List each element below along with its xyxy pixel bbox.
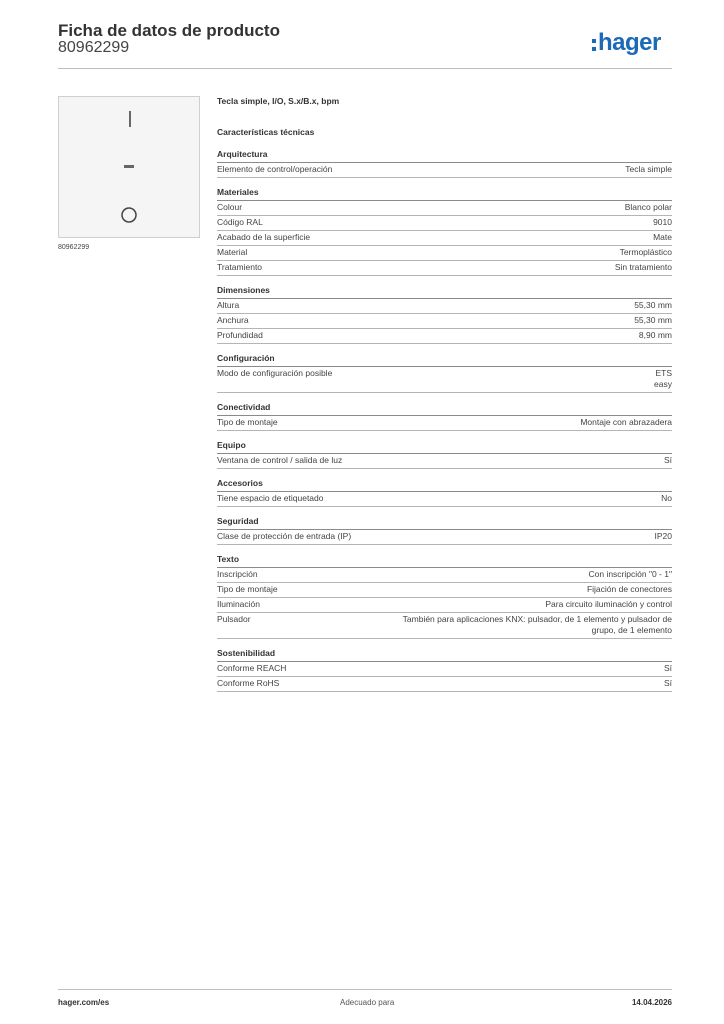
spec-group-title: Dimensiones [217, 285, 672, 299]
spec-group [217, 554, 672, 639]
logo-dots-icon [592, 39, 596, 51]
spec-label: Conforme REACH [217, 663, 287, 673]
spec-label: Modo de configuración posible [217, 368, 333, 378]
product-image [58, 96, 200, 238]
spec-label: Inscripción [217, 569, 258, 579]
spec-group [217, 402, 672, 431]
spec-row [217, 201, 672, 216]
spec-value: 55,30 mm [634, 300, 672, 310]
spec-group [217, 648, 672, 692]
spec-label: Tiene espacio de etiquetado [217, 493, 324, 503]
spec-group [217, 516, 672, 545]
spec-group [217, 187, 672, 276]
section-heading: Características técnicas [217, 127, 315, 137]
spec-label: Tipo de montaje [217, 584, 278, 594]
spec-value: También para aplicaciones KNX: pulsador, de 1 elemento y pulsador de grupo, de 1 elemento [402, 614, 672, 635]
product-number: 80962299 [58, 39, 130, 56]
spec-label: Acabado de la superficie [217, 232, 311, 242]
spec-value: ETS easy [654, 368, 672, 389]
spec-value: Para circuito iluminación y control [545, 599, 672, 609]
spec-row [217, 367, 672, 393]
spec-label: Clase de protección de entrada (IP) [217, 531, 352, 541]
indicator-icon [124, 165, 134, 168]
spec-label: Iluminación [217, 599, 260, 609]
page-title: Ficha de datos de producto [58, 21, 280, 40]
spec-row [217, 314, 672, 329]
spec-label: Material [217, 247, 248, 257]
spec-row [217, 583, 672, 598]
spec-row [217, 216, 672, 231]
footer-center-text: Adecuado para [340, 998, 395, 1007]
spec-groups [217, 149, 672, 692]
spec-label: Anchura [217, 315, 249, 325]
spec-group-title: Conectividad [217, 402, 672, 416]
spec-group-title: Sostenibilidad [217, 648, 672, 662]
spec-value: Sí [663, 663, 672, 673]
spec-row [217, 662, 672, 677]
spec-row [217, 261, 672, 276]
spec-value: 9010 [653, 217, 672, 227]
spec-label: Colour [217, 202, 243, 212]
spec-label: Pulsador [217, 614, 251, 624]
spec-group-title: Materiales [217, 187, 672, 201]
spec-row [217, 163, 672, 178]
spec-group [217, 440, 672, 469]
spec-label: Tipo de montaje [217, 417, 278, 427]
logo-text: hager [598, 29, 661, 56]
spec-content [217, 96, 672, 692]
spec-row [217, 231, 672, 246]
footer-date: 14.04.2026 [631, 998, 672, 1007]
spec-row [217, 454, 672, 469]
product-name: Tecla simple, I/O, S.x/B.x, bpm [217, 96, 340, 106]
footer-divider [58, 989, 672, 990]
spec-group [217, 149, 672, 178]
spec-value: Sin tratamiento [614, 262, 672, 272]
spec-value: Sí [663, 455, 672, 465]
spec-row [217, 416, 672, 431]
spec-label: Conforme RoHS [217, 678, 280, 688]
spec-group-title: Equipo [217, 440, 672, 454]
spec-value: Tecla simple [625, 164, 672, 174]
spec-row [217, 492, 672, 507]
header-divider [58, 68, 672, 69]
spec-value: No [661, 493, 672, 503]
spec-group-title: Texto [217, 554, 672, 568]
spec-label: Código RAL [217, 217, 263, 227]
spec-row [217, 246, 672, 261]
spec-label: Altura [217, 300, 240, 310]
spec-group [217, 285, 672, 344]
spec-group-title: Seguridad [217, 516, 672, 530]
spec-row [217, 568, 672, 583]
spec-value: Sí [663, 678, 672, 688]
footer-website: hager.com/es [58, 998, 110, 1007]
hager-logo [592, 29, 661, 57]
spec-value: Termoplástico [619, 247, 672, 257]
spec-value: 8,90 mm [638, 330, 672, 340]
spec-label: Tratamiento [217, 262, 263, 272]
spec-value: Con inscripción "0 - 1" [588, 569, 672, 579]
spec-label: Ventana de control / salida de luz [217, 455, 343, 465]
spec-value: Mate [653, 232, 672, 242]
spec-value: 55,30 mm [634, 315, 672, 325]
spec-label: Profundidad [217, 330, 263, 340]
spec-row [217, 677, 672, 692]
spec-row [217, 530, 672, 545]
spec-row [217, 299, 672, 314]
spec-value: Fijación de conectores [586, 584, 672, 594]
spec-value: IP20 [654, 531, 672, 541]
spec-value: Montaje con abrazadera [580, 417, 672, 427]
spec-row [217, 613, 672, 639]
spec-group-title: Accesorios [217, 478, 672, 492]
spec-row [217, 598, 672, 613]
spec-row [217, 329, 672, 344]
spec-group [217, 478, 672, 507]
spec-label: Elemento de control/operación [217, 164, 333, 174]
spec-group [217, 353, 672, 393]
spec-group-title: Configuración [217, 353, 672, 367]
image-caption: 80962299 [58, 244, 90, 251]
spec-group-title: Arquitectura [217, 149, 672, 163]
spec-value: Blanco polar [624, 202, 672, 212]
